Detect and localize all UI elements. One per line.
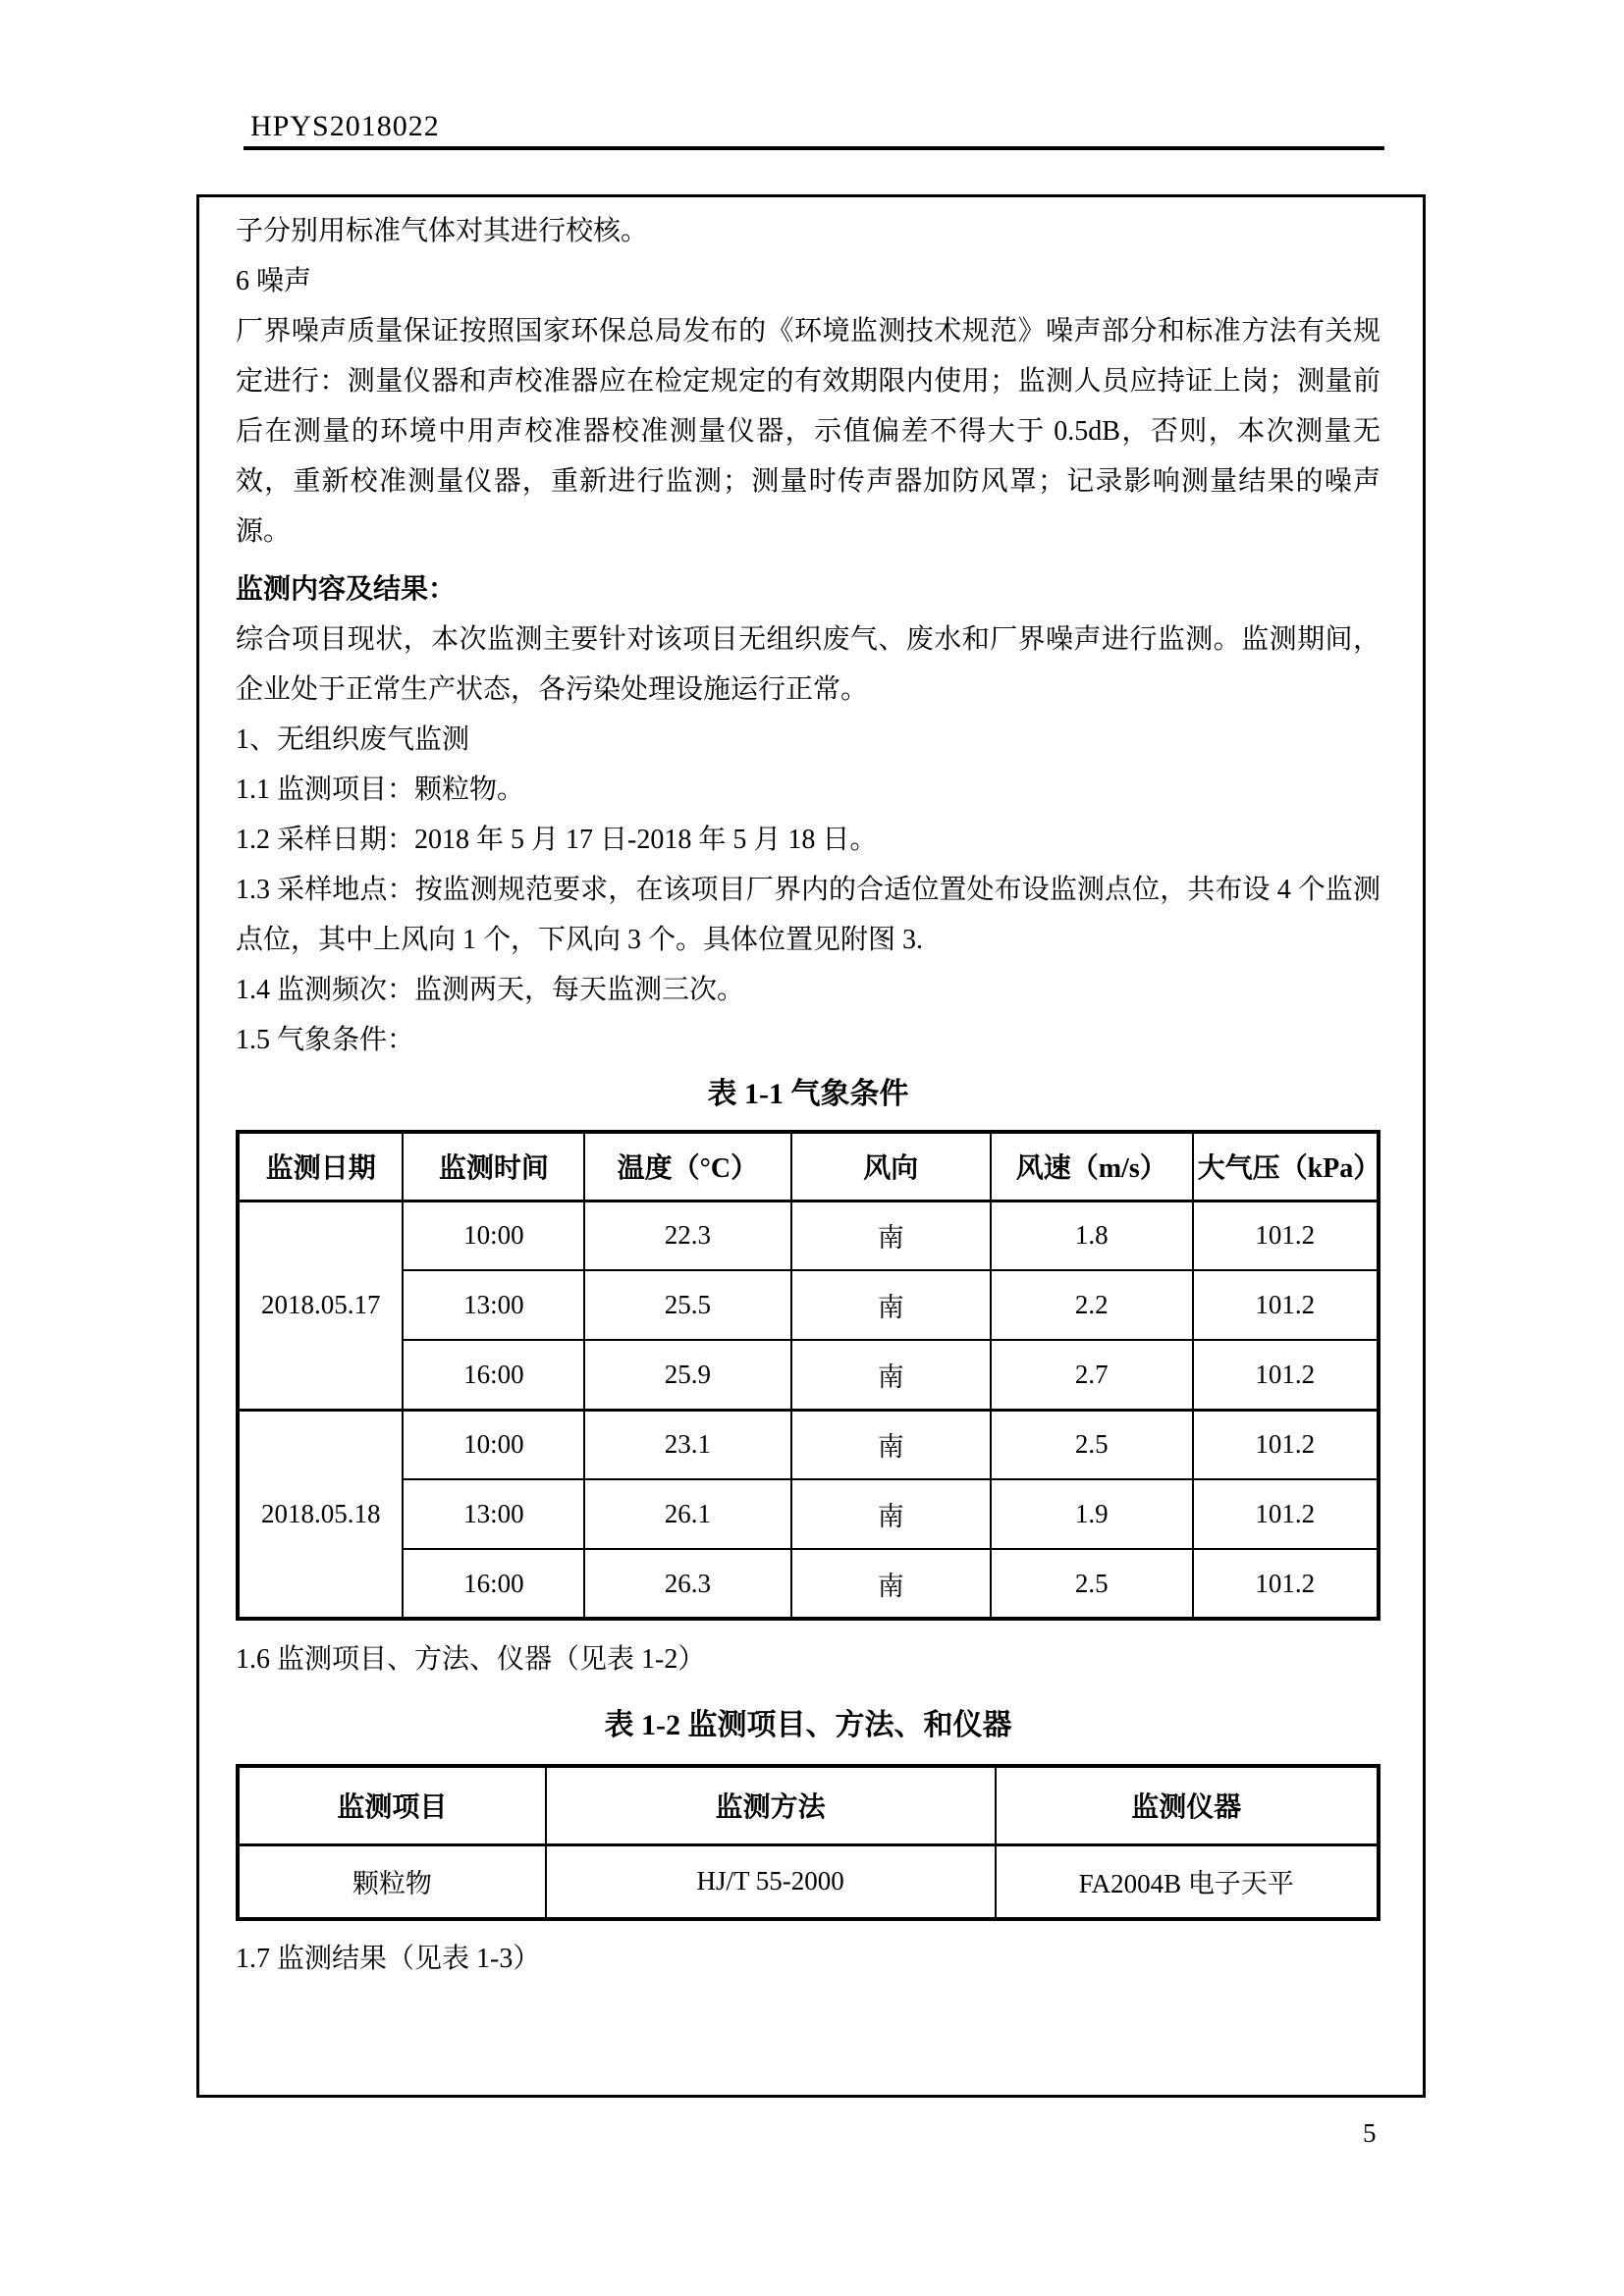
cell-date: 2018.05.18: [238, 1410, 403, 1619]
table-row: [238, 1479, 1379, 1549]
cell-wind-direction: 南: [791, 1479, 991, 1549]
header-wind-direction: 风向: [791, 1132, 991, 1201]
header-time: 监测时间: [403, 1132, 584, 1201]
cell-pressure: 101.2: [1193, 1549, 1379, 1619]
cell-method: HJ/T 55-2000: [546, 1844, 996, 1919]
content-box: [196, 194, 1426, 2098]
header-wind-speed: 风速（m/s）: [991, 1132, 1193, 1201]
cell-wind-direction: 南: [791, 1549, 991, 1619]
paragraph-calibration: 子分别用标准气体对其进行校核。: [236, 216, 649, 246]
cell-date: 2018.05.17: [238, 1201, 403, 1410]
paragraph-1-5-weather: 1.5 气象条件：: [236, 1025, 415, 1055]
paragraph-1-2-dates: 1.2 采样日期：2018 年 5 月 17 日-2018 年 5 月 18 日。: [236, 825, 878, 855]
cell-time: 13:00: [403, 1479, 584, 1549]
cell-temperature: 22.3: [584, 1201, 790, 1270]
cell-wind-direction: 南: [791, 1270, 991, 1340]
cell-time: 16:00: [403, 1549, 584, 1619]
header-pressure: 大气压（kPa）: [1193, 1132, 1379, 1201]
table-row: [238, 1340, 1379, 1410]
cell-wind-speed: 2.7: [991, 1340, 1193, 1410]
paragraph-noise-heading: 6 噪声: [236, 266, 312, 296]
paragraph-1-1-items: 1.1 监测项目：颗粒物。: [236, 774, 525, 805]
paragraph-1-6-methods: 1.6 监测项目、方法、仪器（见表 1-2）: [236, 1644, 706, 1675]
header-instrument: 监测仪器: [996, 1766, 1379, 1844]
cell-pressure: 101.2: [1193, 1479, 1379, 1549]
paragraph-1-7-results: 1.7 监测结果（见表 1-3）: [236, 1944, 541, 1974]
cell-time: 16:00: [403, 1340, 584, 1410]
cell-temperature: 23.1: [584, 1410, 790, 1479]
cell-wind-speed: 2.5: [991, 1410, 1193, 1479]
paragraph-project-status: 综合项目现状，本次监测主要针对该项目无组织废气、废水和厂界噪声进行监测。监测期间，企业处于正常生产状态，各污染处理设施运行正常。: [236, 624, 1380, 705]
table-row: [238, 1844, 1379, 1919]
cell-time: 10:00: [403, 1410, 584, 1479]
table-row: [238, 1270, 1379, 1340]
cell-wind-speed: 2.2: [991, 1270, 1193, 1340]
header-item: 监测项目: [238, 1766, 546, 1844]
table-1-1-title: 表 1-1 气象条件: [707, 1078, 909, 1110]
cell-temperature: 25.9: [584, 1340, 790, 1410]
header-rule: [244, 146, 1384, 150]
cell-wind-speed: 2.5: [991, 1549, 1193, 1619]
table-1-2-title: 表 1-2 监测项目、方法、和仪器: [604, 1709, 1012, 1741]
cell-temperature: 25.5: [584, 1270, 790, 1340]
paragraph-item1-heading: 1、无组织废气监测: [236, 724, 470, 755]
cell-time: 13:00: [403, 1270, 584, 1340]
cell-time: 10:00: [403, 1201, 584, 1270]
methods-table-header-row: [238, 1766, 1379, 1844]
cell-wind-speed: 1.8: [991, 1201, 1193, 1270]
cell-pressure: 101.2: [1193, 1270, 1379, 1340]
cell-pressure: 101.2: [1193, 1410, 1379, 1479]
header-date: 监测日期: [238, 1132, 403, 1201]
section-heading-monitoring-results: 监测内容及结果：: [236, 574, 457, 605]
weather-table-header-row: [238, 1132, 1379, 1201]
cell-wind-speed: 1.9: [991, 1479, 1193, 1549]
cell-wind-direction: 南: [791, 1340, 991, 1410]
cell-pressure: 101.2: [1193, 1340, 1379, 1410]
cell-item: 颗粒物: [238, 1844, 546, 1919]
methods-table: [236, 1764, 1380, 1921]
header-temperature: 温度（°C）: [584, 1132, 790, 1201]
cell-temperature: 26.3: [584, 1549, 790, 1619]
cell-temperature: 26.1: [584, 1479, 790, 1549]
header-method: 监测方法: [546, 1766, 996, 1844]
cell-wind-direction: 南: [791, 1201, 991, 1270]
document-code: HPYS2018022: [250, 110, 440, 142]
page-number: 5: [1363, 2118, 1377, 2148]
cell-wind-direction: 南: [791, 1410, 991, 1479]
paragraph-1-4-frequency: 1.4 监测频次：监测两天，每天监测三次。: [236, 975, 745, 1005]
cell-pressure: 101.2: [1193, 1201, 1379, 1270]
paragraph-noise-qa: 厂界噪声质量保证按照国家环保总局发布的《环境监测技术规范》噪声部分和标准方法有关规定进行：测量仪器和声校准器应在检定规定的有效期限内使用；监测人员应持证上岗；测量前后在测量的环境中用声校准器校准测量仪器，示值偏差不得大于 0.5dB，否则，本次测量无效，重新校准测量仪器，重新进行监测；测量时传声器加防风罩；记录影响测量结果的噪声源。: [236, 316, 1380, 547]
paragraph-1-3-locations: 1.3 采样地点：按监测规范要求，在该项目厂界内的合适位置处布设监测点位，共布设 4 个监测点位，其中上风向 1 个，下风向 3 个。具体位置见附图 3.: [236, 875, 1380, 955]
table-row: [238, 1549, 1379, 1619]
table-row: [238, 1410, 1379, 1479]
weather-table: [236, 1130, 1380, 1621]
table-row: [238, 1201, 1379, 1270]
cell-instrument: FA2004B 电子天平: [996, 1844, 1379, 1919]
